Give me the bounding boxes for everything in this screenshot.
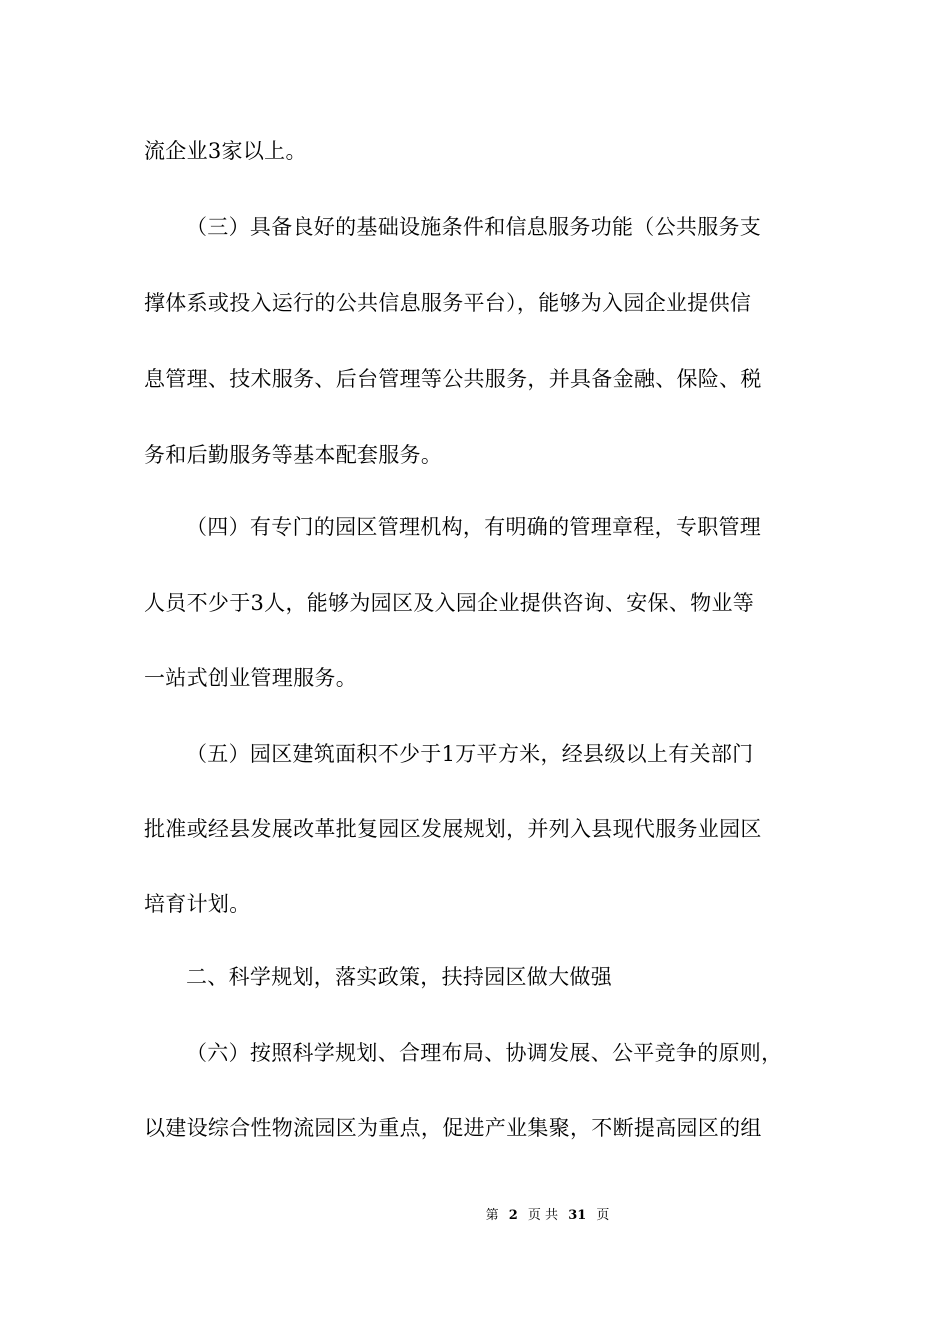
text-line: 息管理、技术服务、后台管理等公共服务，并具备金融、保险、税 bbox=[144, 367, 762, 391]
footer-middle: 页 共 bbox=[527, 1208, 559, 1223]
total-page-number: 31 bbox=[568, 1208, 587, 1223]
text-line: （六）按照科学规划、合理布局、协调发展、公平竞争的原则， bbox=[186, 1041, 783, 1065]
text-line: 批准或经县发展改革批复园区发展规划，并列入县现代服务业园区 bbox=[144, 817, 762, 841]
text-line: （四）有专门的园区管理机构，有明确的管理章程，专职管理 bbox=[186, 515, 762, 539]
text-line: 以建设综合性物流园区为重点，促进产业集聚，不断提高园区的组 bbox=[144, 1116, 762, 1140]
current-page-number: 2 bbox=[508, 1208, 518, 1223]
text-line: 一站式创业管理服务。 bbox=[144, 666, 357, 690]
text-line: 人员不少于3人，能够为园区及入园企业提供咨询、安保、物业等 bbox=[144, 591, 755, 615]
footer-suffix: 页 bbox=[596, 1208, 610, 1223]
text-line: 撑体系或投入运行的公共信息服务平台），能够为入园企业提供信 bbox=[144, 291, 752, 315]
text-line: （三）具备良好的基础设施条件和信息服务功能（公共服务支 bbox=[186, 215, 762, 239]
text-line: （五）园区建筑面积不少于1万平方米，经县级以上有关部门 bbox=[186, 742, 754, 766]
section-heading: 二、科学规划，落实政策，扶持园区做大做强 bbox=[186, 965, 612, 989]
footer-prefix: 第 bbox=[485, 1208, 499, 1223]
text-line: 流企业3家以上。 bbox=[144, 139, 307, 163]
text-line: 培育计划。 bbox=[144, 892, 251, 916]
page-footer bbox=[0, 1206, 950, 1226]
text-line: 务和后勤服务等基本配套服务。 bbox=[144, 443, 443, 467]
